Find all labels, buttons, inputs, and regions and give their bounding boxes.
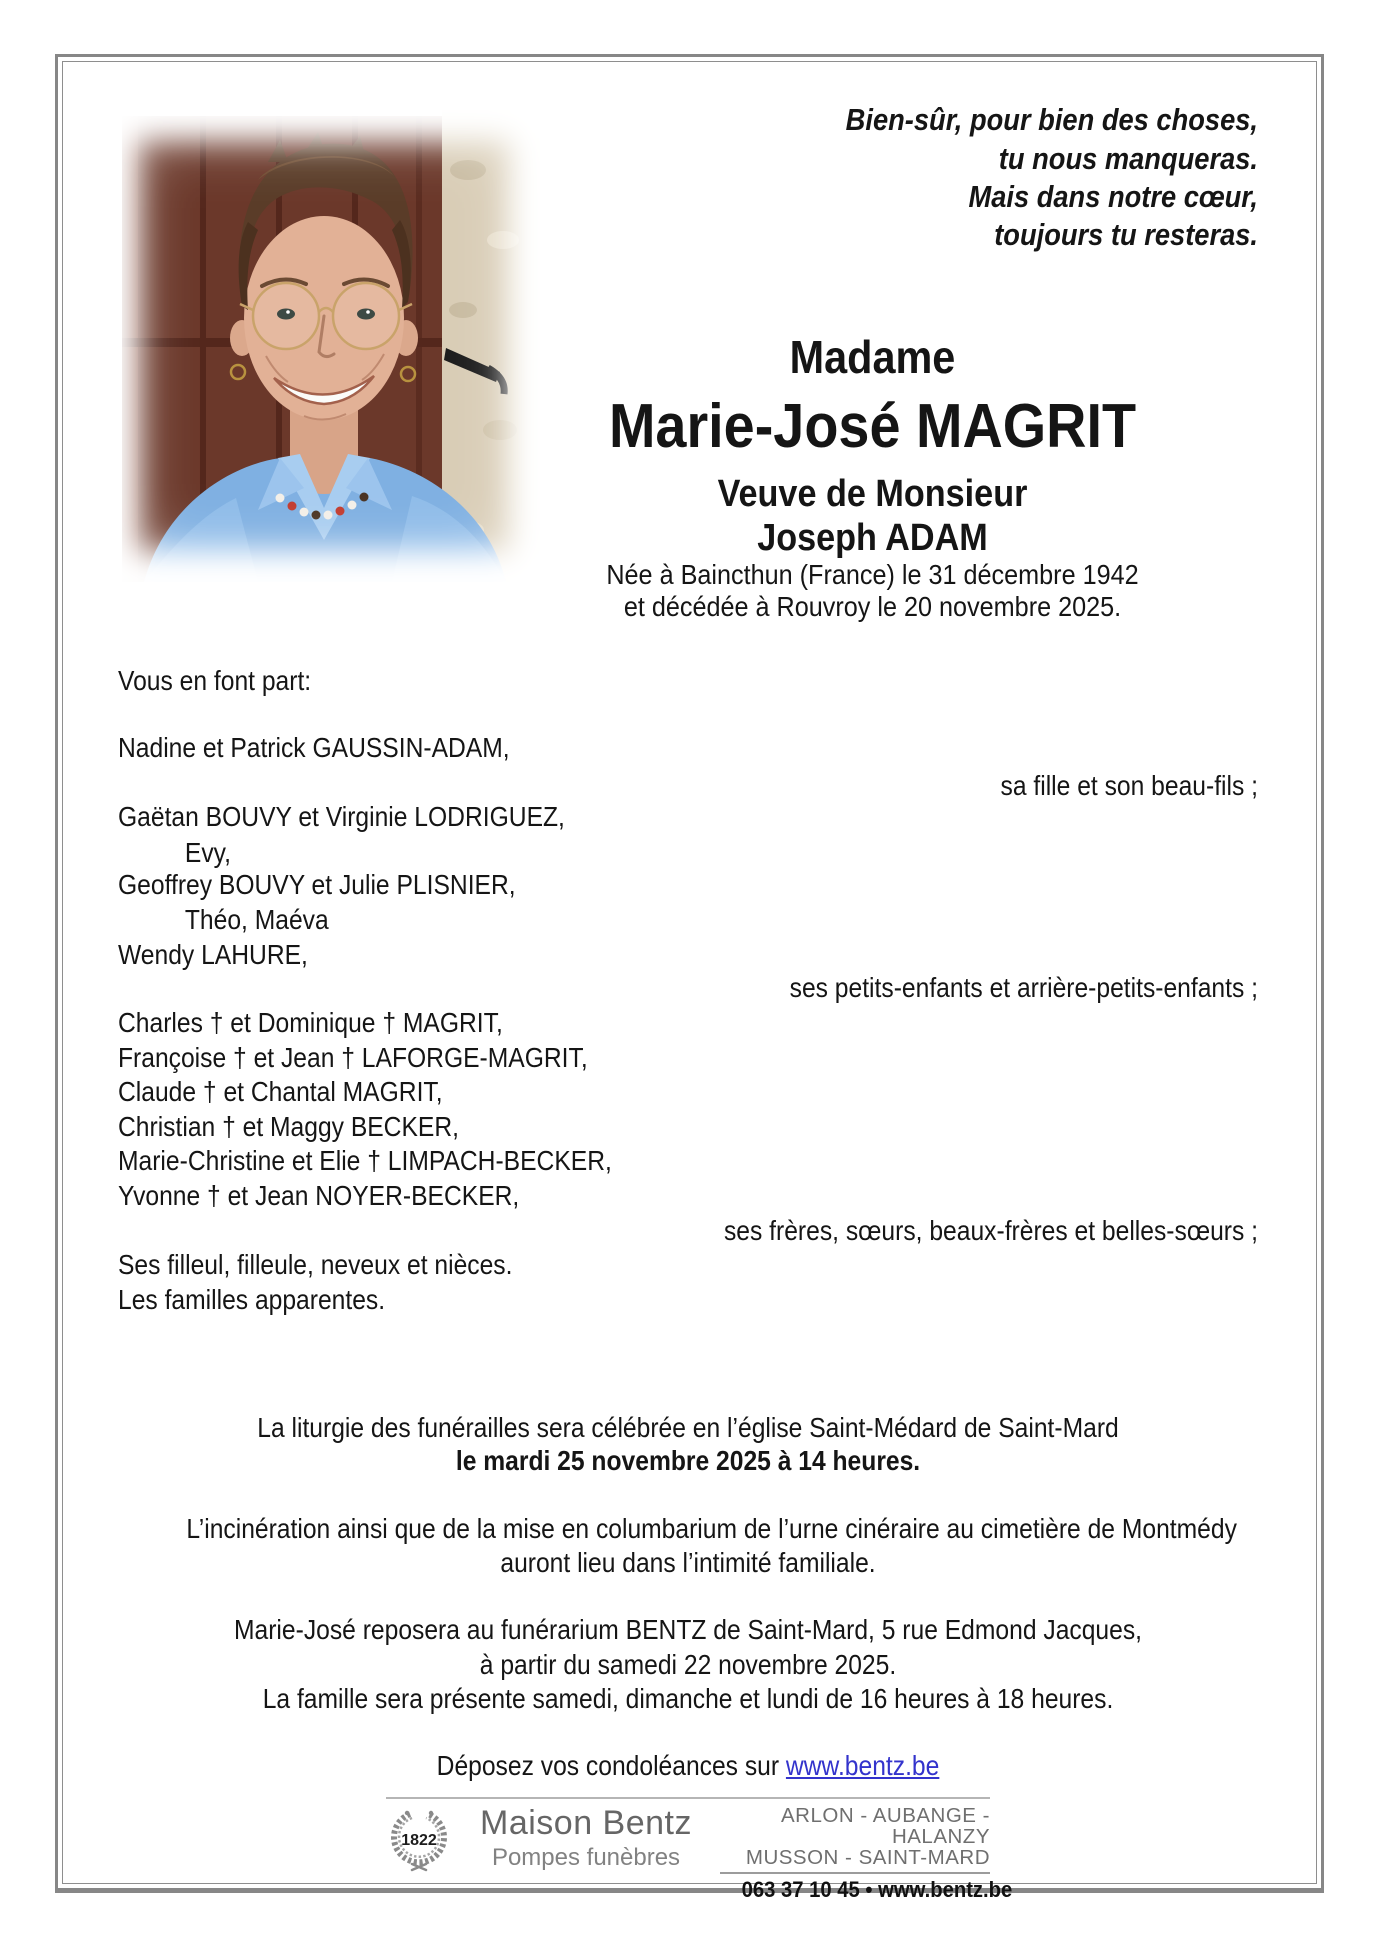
family-line: Nadine et Patrick GAUSSIN-ADAM, [118,732,510,763]
founding-year: 1822 [401,1832,437,1849]
repose-line: La famille sera présente samedi, dimanche et lundi de 16 heures à 18 heures. [262,1683,1114,1714]
cremation-line: auront lieu dans l’intimité familiale. [500,1547,876,1578]
widow-of-label: Veuve de Monsieur [717,473,1028,515]
quote-line: Mais dans notre cœur, [968,179,1258,214]
quote-line: tu nous manqueras. [998,141,1258,176]
relationship-line: ses frères, sœurs, beaux-frères et belles-sœurs ; [723,1215,1258,1246]
family-line: Marie-Christine et Elie † LIMPACH-BECKER, [118,1145,612,1176]
family-line: Geoffrey BOUVY et Julie PLISNIER, [118,869,516,900]
laurel-wreath-icon [390,1806,448,1872]
family-line: Christian † et Maggy BECKER, [118,1111,459,1142]
death-line: et décédée à Rouvroy le 20 novembre 2025. [623,591,1122,622]
family-line: Les familles apparentes. [118,1284,386,1315]
quote-line: Bien-sûr, pour bien des choses, [845,102,1258,137]
portrait-illustration [108,110,540,582]
family-line: Claude † et Chantal MAGRIT, [118,1076,443,1107]
condolences-website-link[interactable]: www.bentz.be [785,1750,940,1781]
condolences-text: Déposez vos condoléances sur [436,1750,786,1781]
relationship-line: sa fille et son beau-fils ; [1000,770,1258,801]
locations-line: MUSSON - SAINT-MARD [745,1846,990,1869]
family-line: Yvonne † et Jean NOYER-BECKER, [118,1180,520,1211]
spouse-name: Joseph ADAM [757,517,988,559]
brand-block [462,1803,710,1872]
locations-block [720,1804,1013,1903]
ceremony-date-line: le mardi 25 novembre 2025 à 14 heures. [455,1445,921,1476]
funeral-home-banner [386,1797,1013,1902]
family-line: Ses filleul, filleule, neveux et nièces. [118,1249,513,1280]
family-line: Evy, [184,837,231,868]
company-name: Maison Bentz [480,1804,692,1842]
repose-line: à partir du samedi 22 novembre 2025. [479,1649,897,1680]
announcement-intro: Vous en font part: [118,665,312,696]
relationship-line: ses petits-enfants et arrière-petits-enfants ; [789,972,1258,1003]
family-line: Gaëtan BOUVY et Virginie LODRIGUEZ, [118,801,565,832]
locations-divider [720,1872,990,1874]
condolences-line [186,1749,1189,1783]
locations-line: ARLON - AUBANGE - HALANZY [781,1804,990,1848]
family-line: Wendy LAHURE, [118,939,308,970]
birth-line: Née à Baincthun (France) le 31 décembre 1942 [606,559,1139,590]
family-line: Théo, Maéva [184,904,329,935]
company-tagline: Pompes funèbres [491,1844,681,1871]
repose-line: Marie-José reposera au funérarium BENTZ de Saint-Mard, 5 rue Edmond Jacques, [234,1614,1142,1645]
family-line: Charles † et Dominique † MAGRIT, [118,1007,503,1038]
deceased-name: Marie-José MAGRIT [608,392,1137,461]
quote-line: toujours tu resteras. [994,217,1258,252]
family-line: Françoise † et Jean † LAFORGE-MAGRIT, [118,1042,588,1073]
portrait-photo [108,110,540,582]
cremation-line: L’incinération ainsi que de la mise en columbarium de l’urne cinéraire au cimetière de Montmédy [186,1513,1237,1544]
phone-website: 063 37 10 45 • www.bentz.be [741,1877,1013,1902]
ceremony-line: La liturgie des funérailles sera célébrée en l’église Saint-Médard de Saint-Mard [257,1412,1119,1443]
salutation: Madame [789,331,956,383]
